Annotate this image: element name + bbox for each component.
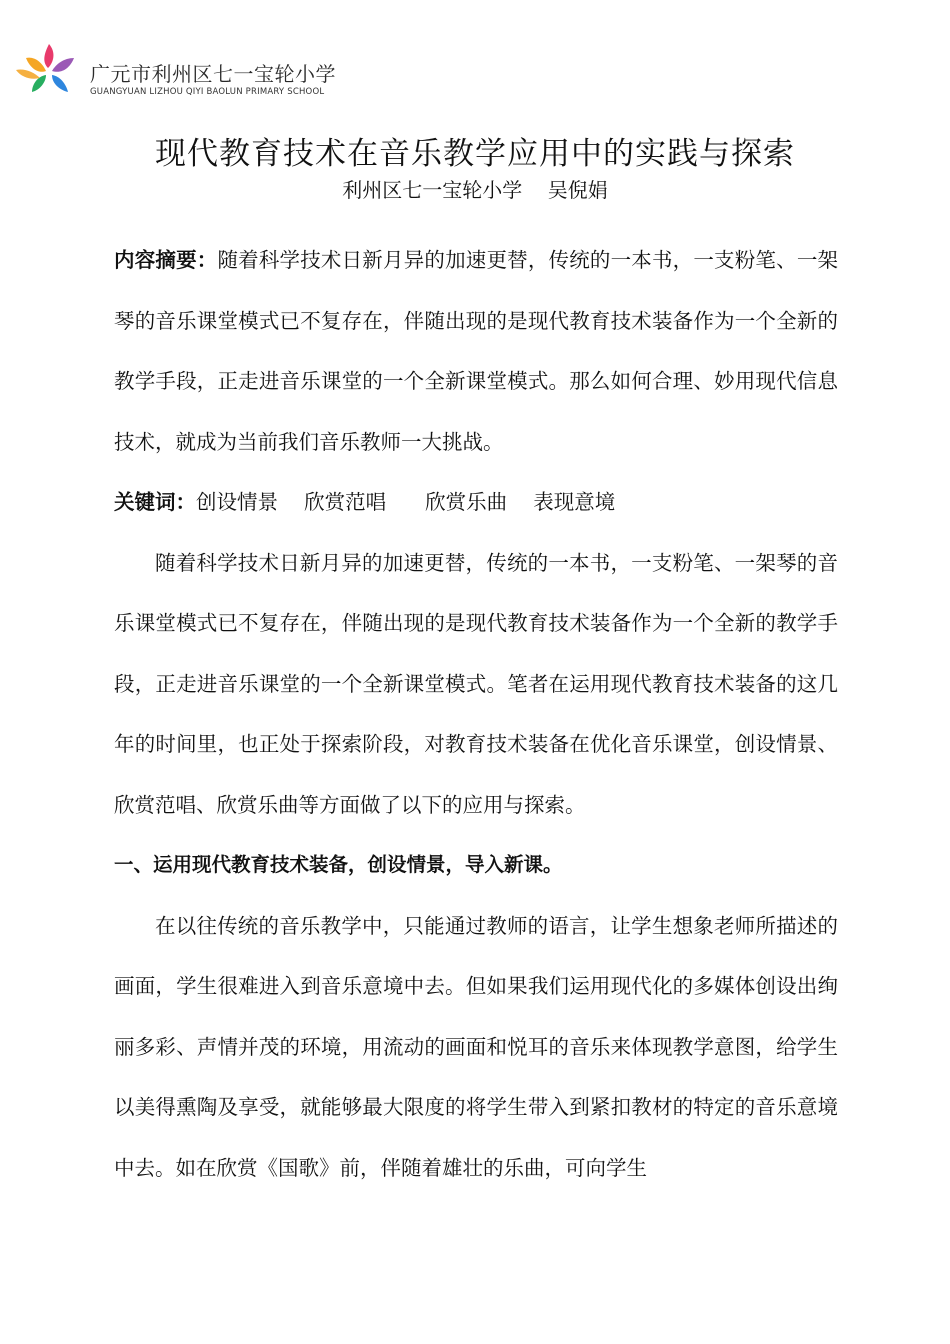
abstract-paragraph (114, 230, 838, 472)
star-flower-logo (14, 38, 84, 104)
keywords-label: 关键词： (114, 490, 196, 514)
section-1-paragraph: 在以往传统的音乐教学中，只能通过教师的语言，让学生想象老师所描述的画面，学生很难进入到音乐意境中去。但如果我们运用现代化的多媒体创设出绚丽多彩、声情并茂的环境，用流动的画面和悦耳的音乐来体现教学意图，给学生以美得熏陶及享受，就能够最大限度的将学生带入到紧扣教材的特定的音乐意境中去。如在欣赏《国歌》前，伴随着雄壮的乐曲，可向学生 (114, 913, 838, 1180)
intro-paragraph: 随着科学技术日新月异的加速更替，传统的一本书，一支粉笔、一架琴的音乐课堂模式已不复存在，伴随出现的是现代教育技术装备作为一个全新的教学手段，正走进音乐课堂的一个全新课堂模式。笔者在运用现代教育技术装备的这几年的时间里，也正处于探索阶段，对教育技术装备在优化音乐课堂，创设情景、欣赏范唱、欣赏乐曲等方面做了以下的应用与探索。 (114, 550, 838, 817)
document-title: 现代教育技术在音乐教学应用中的实践与探索 (155, 136, 795, 172)
school-header (14, 38, 354, 104)
keywords-text: 创设情景 欣赏范唱 欣赏乐曲 表现意境 (196, 490, 616, 514)
document-body (114, 230, 838, 1198)
school-name-cn: 广元市利州区七一宝轮小学 (90, 62, 336, 86)
school-name-en: GUANGYUAN LIZHOU QIYI BAOLUN PRIMARY SCHOOL (90, 87, 325, 97)
section-1-heading: 一、运用现代教育技术装备，创设情景，导入新课。 (114, 853, 563, 876)
keywords-paragraph (114, 472, 838, 533)
abstract-label: 内容摘要： (114, 248, 218, 272)
author-byline: 利州区七一宝轮小学 吴倪娟 (342, 178, 608, 202)
abstract-text: 随着科学技术日新月异的加速更替，传统的一本书，一支粉笔、一架琴的音乐课堂模式已不复存在，伴随出现的是现代教育技术装备作为一个全新的教学手段，正走进音乐课堂的一个全新课堂模式。那么如何合理、妙用现代信息技术，就成为当前我们音乐教师一大挑战。 (114, 248, 839, 454)
